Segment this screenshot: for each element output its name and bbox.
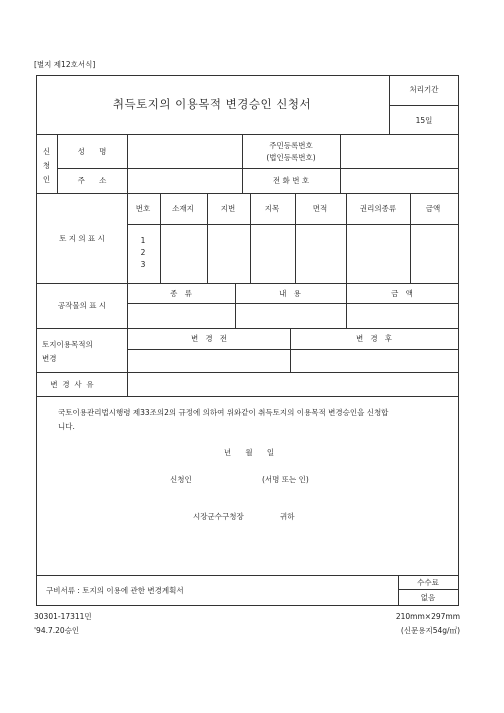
name-label: 성 명 [77, 147, 107, 156]
land-label: 토 지 의 표 시 [59, 234, 105, 243]
fee-label: 수수료 [417, 578, 439, 587]
approval-date: '94.7.20승인 [34, 626, 80, 635]
land-header-category: 지목 [264, 204, 280, 213]
reason-label: 변 경 사 유 [50, 380, 94, 389]
purpose-label-line1: 토지이용목적의 [42, 340, 93, 349]
corpno-label: (법인등록번호) [266, 153, 316, 162]
structure-header-amount: 금 액 [391, 289, 413, 298]
processing-period-label: 처리기간 [409, 85, 439, 94]
land-row-number: 1 [140, 236, 146, 245]
required-documents: 구비서류 : 토지의 이용에 관한 변경계획서 [46, 586, 184, 595]
form-number: [별지 제12호서식] [34, 60, 96, 69]
applicant-label: 신 청 인 [42, 147, 51, 184]
paper-type: (신문용지54g/㎡) [400, 626, 460, 635]
land-header-number: 번호 [135, 204, 151, 213]
land-row-numbers [137, 236, 149, 269]
sign-or-seal: (서명 또는 인) [262, 475, 309, 484]
paper-size: 210mm×297mm [395, 612, 460, 621]
processing-period-value: 15일 [415, 116, 433, 125]
recipient-honorific: 귀하 [280, 512, 295, 521]
land-row-number: 3 [140, 260, 146, 269]
land-header-lotno: 지번 [220, 204, 236, 213]
structure-header-type: 종 류 [170, 289, 192, 298]
date-line: 년 월 일 [223, 448, 275, 457]
land-row-number: 2 [140, 248, 146, 257]
address-label: 주 소 [77, 176, 107, 185]
land-header-rights: 권리의종류 [359, 204, 397, 213]
land-header-amount: 금액 [425, 204, 441, 213]
declaration-line2: 니다. [58, 422, 75, 431]
purpose-after-header: 변 경 후 [355, 334, 393, 343]
structure-header-content: 내 용 [279, 289, 301, 298]
form-code: 30301-17311민 [34, 612, 92, 621]
regno-label: 주민등록번호 [269, 141, 313, 150]
purpose-before-header: 변 경 전 [190, 334, 228, 343]
phone-label: 전 화 번 호 [272, 176, 310, 185]
land-header-location: 소재지 [172, 204, 194, 213]
structure-label: 공작물의 표 시 [57, 301, 107, 310]
declaration-line1: 국토이용관리법시행령 제33조의2의 규정에 의하여 위와같이 취득토지의 이용목적 변경승인을 신청합 [58, 408, 389, 417]
fee-value: 없음 [420, 593, 436, 602]
land-header-area: 면적 [312, 204, 328, 213]
recipient: 시장군수구청장 [193, 512, 244, 521]
form-title: 취득토지의 이용목적 변경승인 신청서 [112, 97, 312, 111]
purpose-label-line2: 변경 [42, 354, 57, 363]
applicant-sign-label: 신청인 [170, 475, 192, 484]
